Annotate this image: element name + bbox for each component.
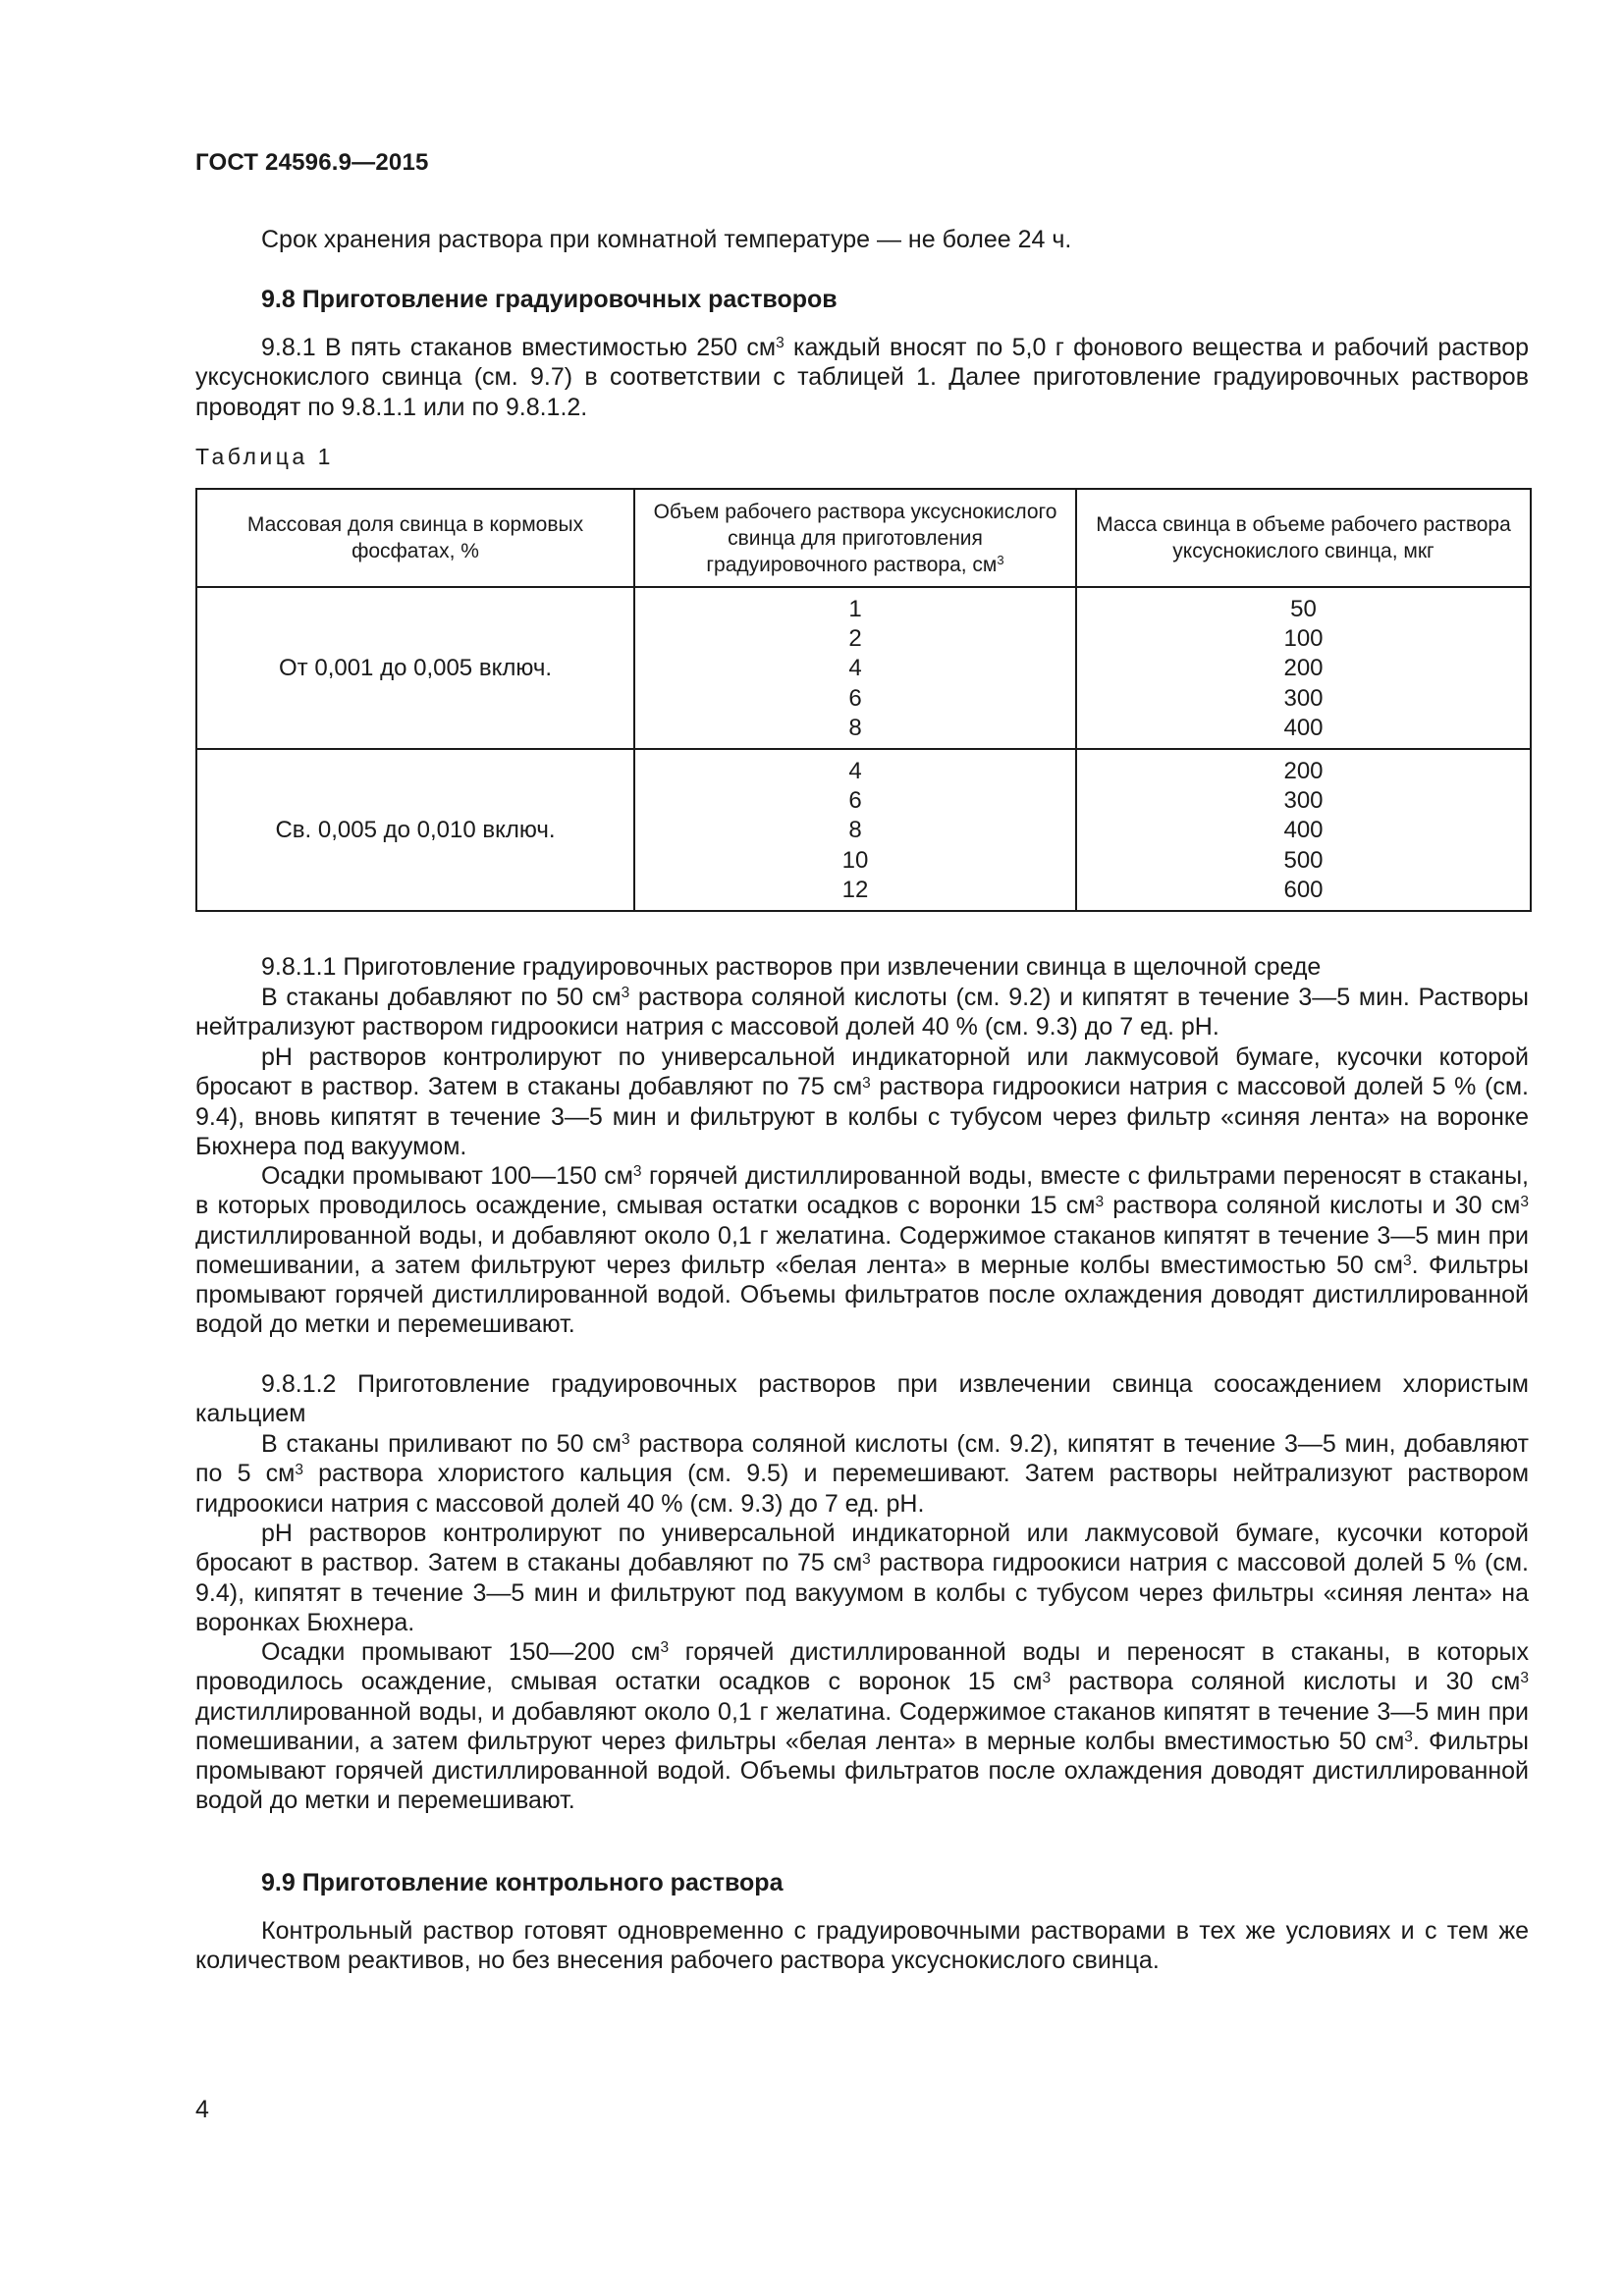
table-caption: Таблица 1 bbox=[195, 444, 334, 469]
storage-paragraph: Срок хранения раствора при комнатной температуре — не более 24 ч. bbox=[261, 226, 1072, 253]
paragraph-9-8-1-2-c: Осадки промывают 150—200 $см^3$ горячей дистиллированной воды и переносят в стаканы, в которых проводилось осаждение, смывая остатки осадков с воронок 15 $см^3$ раствора соляной кислоты и 30 $см^3$ дистиллированной воды, и добавляют около 0,1 г желатина. Содержимое стаканов кипятят в течение 3—5 мин при помешивании, а затем фильтруют через фильтры «белая лента» в мерные колбы вместимостью 50 $см^3$. Фильтры промывают горячей дистиллированной водой. Объемы фильтратов после охлаждения доводят дистиллированной водой до метки и перемешивают. bbox=[195, 1638, 1529, 1815]
header-volume: Объем рабочего раствора уксуснокислого свинца для приготовления градуировочного раствора, $см^3$ bbox=[634, 489, 1076, 587]
page-number: 4 bbox=[195, 2096, 209, 2123]
section-9-8-title: 9.8 Приготовление градуировочных растворов bbox=[261, 286, 838, 313]
paragraph-9-8-1: 9.8.1 В пять стаканов вместимостью 250 $см^3$ каждый вносят по 5,0 г фонового вещества и рабочий раствор уксуснокислого свинца (см. 9.7) в соответствии с таблицей 1. Далее приготовление градуировочных растворов проводят по 9.8.1.1 или по 9.8.1.2. bbox=[195, 334, 1529, 421]
range-cell: От 0,001 до 0,005 включ. bbox=[196, 587, 634, 749]
header-lead-mass: Масса свинца в объеме рабочего раствора уксуснокислого свинца, мкг bbox=[1076, 489, 1531, 587]
masses-cell: 200 300 400 500 600 bbox=[1076, 749, 1531, 911]
paragraph-9-8-1-1-c: Осадки промывают 100—150 $см^3$ горячей дистиллированной воды, вместе с фильтрами переносят в стаканы, в которых проводилось осаждение, смывая остатки осадков с воронки 15 $см^3$ раствора соляной кислоты и 30 $см^3$ дистиллированной воды, и добавляют около 0,1 г желатина. Содержимое стаканов кипятят в течение 3—5 мин при помешивании, а затем фильтруют через фильтр «белая лента» в мерные колбы вместимостью 50 $см^3$. Фильтры промывают горячей дистиллированной водой. Объемы фильтратов после охлаждения доводят дистиллированной водой до метки и перемешивают. bbox=[195, 1162, 1529, 1339]
volumes-cell: 4 6 8 10 12 bbox=[634, 749, 1076, 911]
table-row bbox=[196, 587, 1531, 749]
section-9-9-title: 9.9 Приготовление контрольного раствора bbox=[261, 1869, 784, 1896]
table-header-row bbox=[196, 489, 1531, 587]
masses-cell: 50 100 200 300 400 bbox=[1076, 587, 1531, 749]
table-row bbox=[196, 749, 1531, 911]
paragraph-9-8-1-1-b: pH растворов контролируют по универсальной индикаторной или лакмусовой бумаге, кусочки которой бросают в раствор. Затем в стаканы добавляют по 75 $см^3$ раствора гидроокиси натрия с массовой долей 5 % (см. 9.4), вновь кипятят в течение 3—5 мин и фильтруют в колбы с тубусом через фильтр «синяя лента» на воронке Бюхнера под вакуумом. bbox=[195, 1043, 1529, 1160]
table-1 bbox=[195, 488, 1532, 912]
header-mass-fraction: Массовая доля свинца в кормовых фосфатах, % bbox=[196, 489, 634, 587]
paragraph-9-9: Контрольный раствор готовят одновременно с градуировочными растворами в тех же условиях и с тем же количеством реактивов, но без внесения рабочего раствора уксуснокислого свинца. bbox=[195, 1917, 1529, 1975]
volumes-cell: 1 2 4 6 8 bbox=[634, 587, 1076, 749]
subsection-9-8-1-2-title: 9.8.1.2 Приготовление градуировочных растворов при извлечении свинца соосаждением хлористым кальцием bbox=[195, 1370, 1529, 1428]
paragraph-9-8-1-1-a: В стаканы добавляют по 50 $см^3$ раствора соляной кислоты (см. 9.2) и кипятят в течение 3—5 мин. Растворы нейтрализуют раствором гидроокиси натрия с массовой долей 40 % (см. 9.3) до 7 ед. pH. bbox=[195, 984, 1530, 1041]
subsection-9-8-1-1-title: 9.8.1.1 Приготовление градуировочных растворов при извлечении свинца в щелочной среде bbox=[261, 953, 1322, 981]
paragraph-9-8-1-2-b: pH растворов контролируют по универсальной индикаторной или лакмусовой бумаге, кусочки которой бросают в раствор. Затем в стаканы добавляют по 75 $см^3$ раствора гидроокиси натрия с массовой долей 5 % (см. 9.4), кипятят в течение 3—5 мин и фильтруют под вакуумом в колбы с тубусом через фильтры «синяя лента» на воронках Бюхнера. bbox=[195, 1520, 1529, 1636]
paragraph-9-8-1-2-a: В стаканы приливают по 50 $см^3$ раствора соляной кислоты (см. 9.2), кипятят в течение 3—5 мин, добавляют по 5 $см^3$ раствора хлористого кальция (см. 9.5) и перемешивают. Затем растворы нейтрализуют раствором гидроокиси натрия с массовой долей 40 % (см. 9.3) до 7 ед. pH. bbox=[195, 1430, 1530, 1518]
document-code: ГОСТ 24596.9—2015 bbox=[195, 149, 429, 176]
range-cell: Св. 0,005 до 0,010 включ. bbox=[196, 749, 634, 911]
